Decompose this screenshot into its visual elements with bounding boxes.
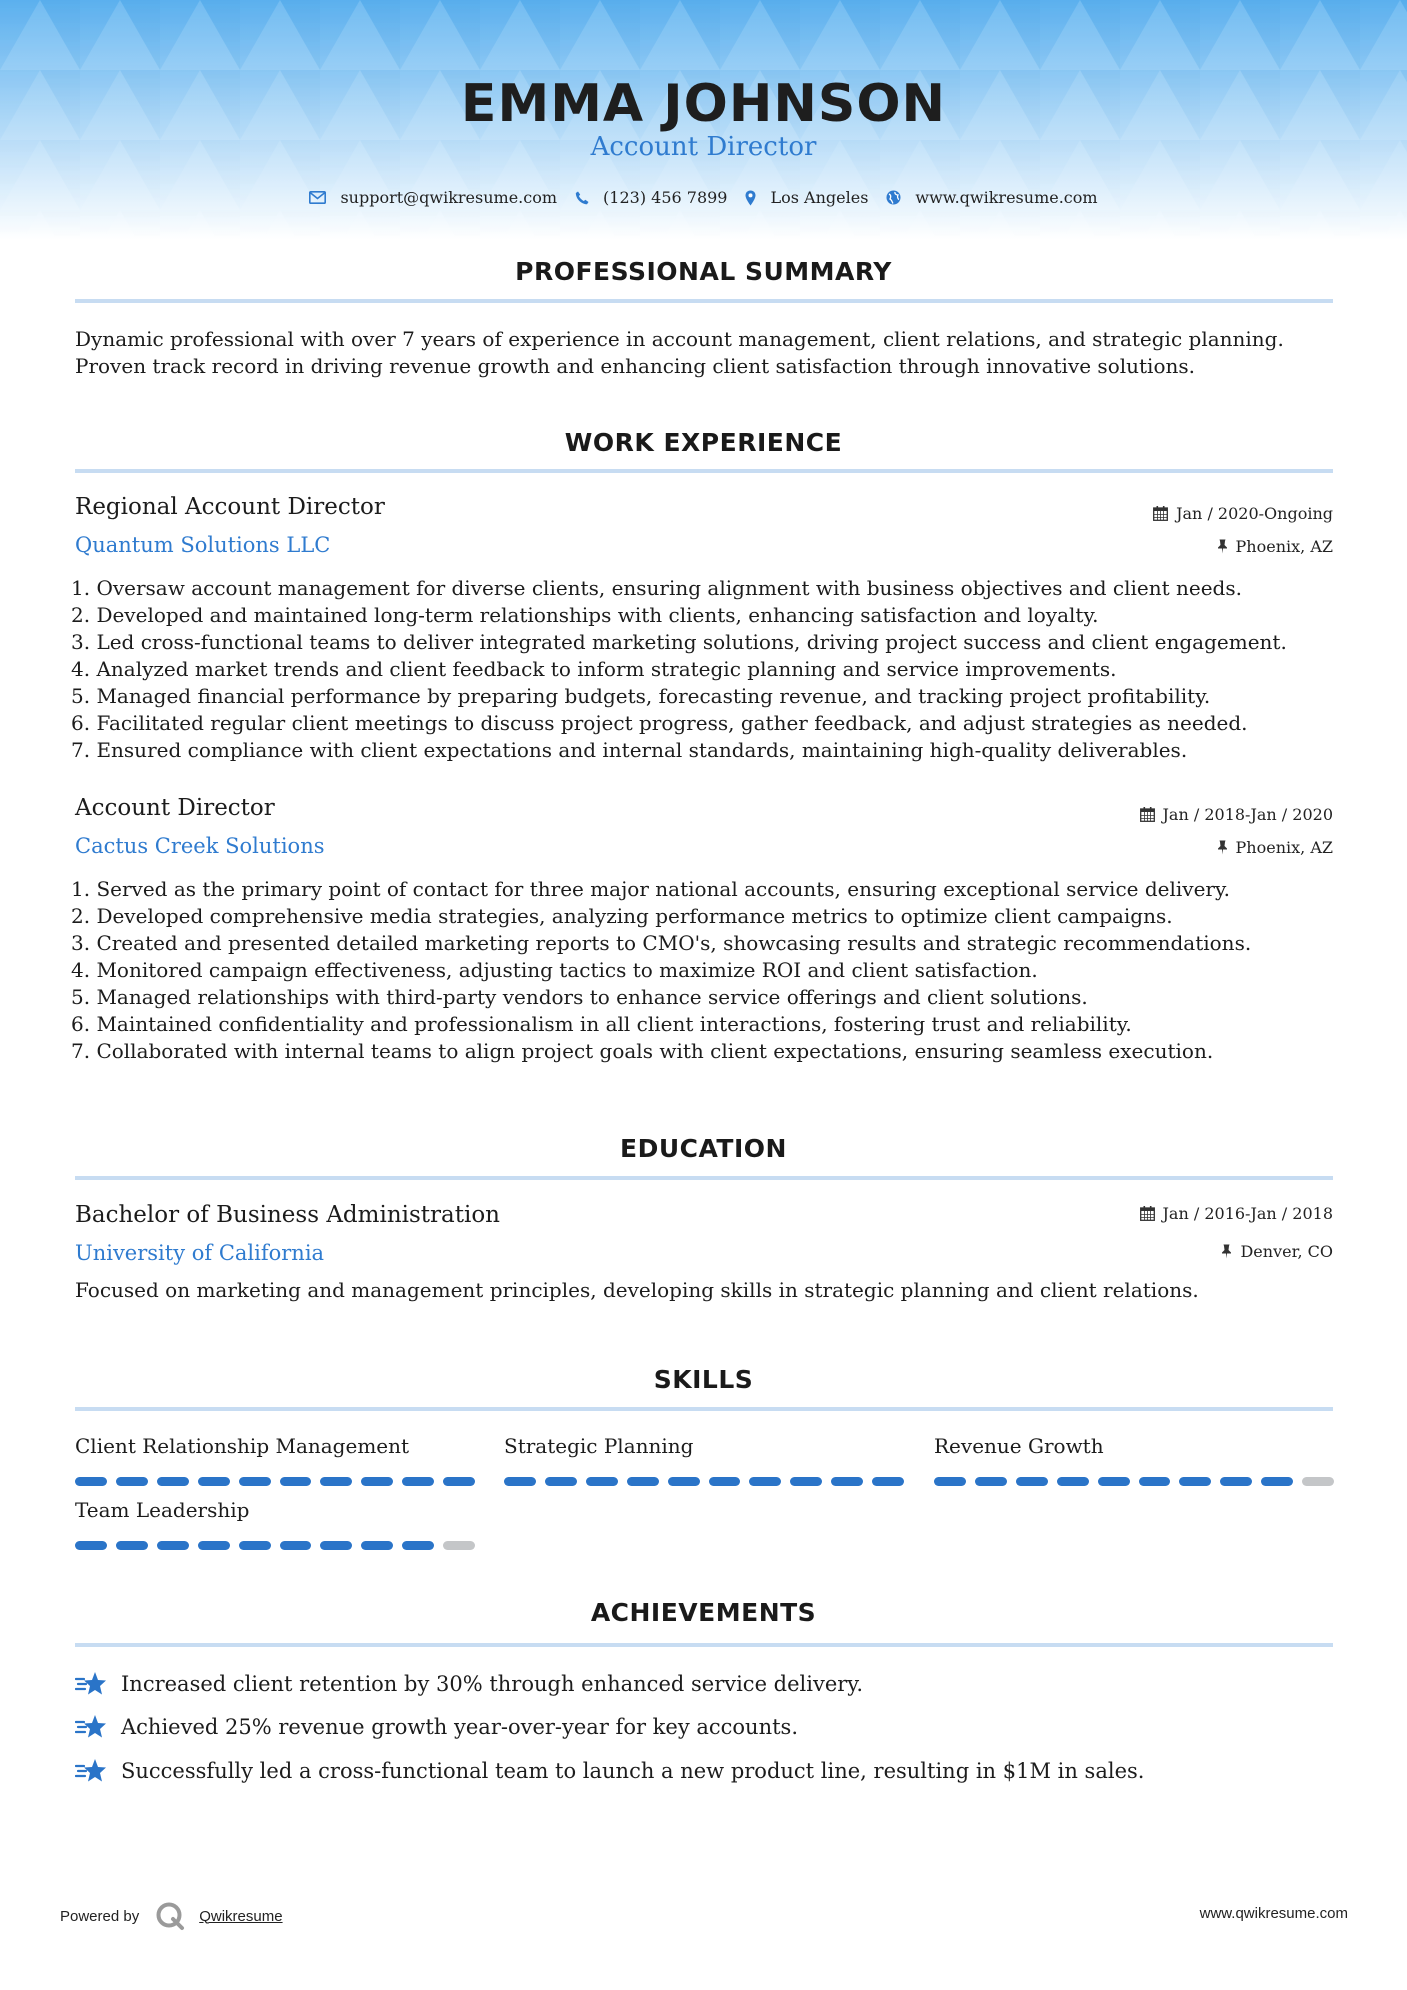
skill-segment-filled bbox=[320, 1477, 352, 1486]
skill-segment-empty bbox=[443, 1541, 475, 1550]
achievements-heading: ACHIEVEMENTS bbox=[590, 1598, 817, 1627]
skill-segment-filled bbox=[1220, 1477, 1252, 1486]
job-dates-text: Jan / 2020-Ongoing bbox=[1176, 504, 1333, 523]
skill-segment-filled bbox=[75, 1541, 107, 1550]
list-item: 2. Developed and maintained long-term relationships with clients, enhancing satisfaction and loyalty. bbox=[71, 603, 1099, 627]
skill-segment-filled bbox=[443, 1477, 475, 1486]
list-item: 3. Led cross-functional teams to deliver integrated marketing solutions, driving project success and client engagement. bbox=[71, 630, 1287, 654]
skills-heading: SKILLS bbox=[653, 1365, 754, 1394]
globe-icon bbox=[886, 190, 901, 205]
contact-email[interactable] bbox=[309, 188, 557, 207]
skill-segment-filled bbox=[1016, 1477, 1048, 1486]
skill-segment-filled bbox=[1098, 1477, 1130, 1486]
skill-segment-filled bbox=[668, 1477, 700, 1486]
education-divider bbox=[75, 1176, 1333, 1180]
skill-segment-filled bbox=[116, 1477, 148, 1486]
job-location-text: Phoenix, AZ bbox=[1235, 537, 1333, 556]
job-location bbox=[1217, 537, 1333, 556]
degree-title: Bachelor of Business Administration bbox=[75, 1202, 500, 1228]
star-icon bbox=[75, 1757, 107, 1785]
email-text: support@qwikresume.com bbox=[340, 188, 558, 207]
skill-segment-filled bbox=[320, 1541, 352, 1550]
list-item: 5. Managed relationships with third-party vendors to enhance service offerings and client solutions. bbox=[71, 985, 1088, 1009]
skill-item bbox=[934, 1434, 1334, 1486]
skill-segment-filled bbox=[361, 1541, 393, 1550]
achievement-text: Increased client retention by 30% through enhanced service delivery. bbox=[121, 1672, 864, 1696]
job-title: Account Director bbox=[75, 795, 275, 821]
calendar-icon bbox=[1140, 807, 1155, 822]
education-dates bbox=[1140, 1204, 1333, 1223]
skill-item bbox=[75, 1434, 475, 1486]
achievement-item bbox=[75, 1670, 863, 1698]
list-item: 2. Developed comprehensive media strategies, analyzing performance metrics to optimize client campaigns. bbox=[71, 904, 1173, 928]
skill-segment-filled bbox=[749, 1477, 781, 1486]
skill-segment-filled bbox=[280, 1541, 312, 1550]
location-text: Los Angeles bbox=[770, 188, 869, 207]
education-dates-text: Jan / 2016-Jan / 2018 bbox=[1162, 1204, 1333, 1223]
skill-segment-filled bbox=[116, 1541, 148, 1550]
skill-segment-filled bbox=[504, 1477, 536, 1486]
experience-heading: WORK EXPERIENCE bbox=[564, 428, 843, 457]
candidate-role: Account Director bbox=[590, 132, 817, 162]
list-item: 4. Analyzed market trends and client feedback to inform strategic planning and service improvements. bbox=[71, 657, 1117, 681]
list-item: 6. Maintained confidentiality and professionalism in all client interactions, fostering trust and reliability. bbox=[71, 1012, 1132, 1036]
skill-segment-filled bbox=[75, 1477, 107, 1486]
contact-location bbox=[745, 188, 868, 207]
skill-segment-filled bbox=[361, 1477, 393, 1486]
skill-name: Team Leadership bbox=[75, 1498, 250, 1522]
candidate-name: EMMA JOHNSON bbox=[460, 74, 947, 134]
skill-level-bar bbox=[934, 1477, 1334, 1486]
qwikresume-link[interactable]: Qwikresume bbox=[199, 1907, 283, 1925]
skill-segment-filled bbox=[831, 1477, 863, 1486]
job-dates bbox=[1140, 805, 1333, 824]
achievement-item bbox=[75, 1713, 798, 1741]
skill-name: Client Relationship Management bbox=[75, 1434, 410, 1458]
skill-segment-filled bbox=[157, 1541, 189, 1550]
map-pin-icon bbox=[745, 190, 756, 206]
job-responsibilities bbox=[71, 876, 1341, 1065]
job-company: Quantum Solutions LLC bbox=[75, 533, 331, 557]
school-name: University of California bbox=[75, 1241, 325, 1265]
skill-segment-filled bbox=[872, 1477, 904, 1486]
footer-website[interactable]: www.qwikresume.com bbox=[1199, 1905, 1348, 1922]
skill-item bbox=[75, 1498, 475, 1550]
summary-divider bbox=[75, 299, 1333, 303]
education-location bbox=[1221, 1242, 1333, 1261]
star-icon bbox=[75, 1670, 107, 1698]
list-item: 3. Created and presented detailed marketing reports to CMO's, showcasing results and strategic recommendations. bbox=[71, 931, 1252, 955]
skill-segment-filled bbox=[545, 1477, 577, 1486]
skill-segment-filled bbox=[157, 1477, 189, 1486]
skill-segment-filled bbox=[586, 1477, 618, 1486]
list-item: 1. Oversaw account management for diverse clients, ensuring alignment with business objectives and client needs. bbox=[71, 576, 1242, 600]
education-description: Focused on marketing and management principles, developing skills in strategic planning and client relations. bbox=[75, 1278, 1199, 1302]
job-responsibilities bbox=[71, 575, 1341, 764]
job-title: Regional Account Director bbox=[75, 494, 385, 520]
qwikresume-logo-icon bbox=[155, 1901, 185, 1931]
list-item: 4. Monitored campaign effectiveness, adjusting tactics to maximize ROI and client satisfaction. bbox=[71, 958, 1038, 982]
contact-phone[interactable] bbox=[575, 188, 727, 207]
phone-text: (123) 456 7899 bbox=[603, 188, 728, 207]
job-location-text: Phoenix, AZ bbox=[1235, 838, 1333, 857]
pushpin-icon bbox=[1217, 539, 1228, 554]
skill-segment-filled bbox=[239, 1477, 271, 1486]
list-item: 7. Collaborated with internal teams to align project goals with client expectations, ensuring seamless execution. bbox=[71, 1039, 1214, 1063]
website-text: www.qwikresume.com bbox=[915, 188, 1098, 207]
list-item: 1. Served as the primary point of contact for three major national accounts, ensuring exceptional service delivery. bbox=[71, 877, 1230, 901]
calendar-icon bbox=[1140, 1206, 1155, 1221]
skill-segment-filled bbox=[280, 1477, 312, 1486]
list-item: 6. Facilitated regular client meetings to discuss project progress, gather feedback, and adjust strategies as needed. bbox=[71, 711, 1248, 735]
skill-segment-filled bbox=[934, 1477, 966, 1486]
achievement-text: Successfully led a cross-functional team to launch a new product line, resulting in $1M in sales. bbox=[121, 1759, 1145, 1783]
education-location-text: Denver, CO bbox=[1240, 1242, 1333, 1261]
skill-segment-filled bbox=[975, 1477, 1007, 1486]
skill-segment-filled bbox=[1261, 1477, 1293, 1486]
experience-divider bbox=[75, 469, 1333, 473]
phone-icon bbox=[575, 191, 589, 205]
achievement-item bbox=[75, 1757, 1144, 1785]
list-item: 7. Ensured compliance with client expectations and internal standards, maintaining high-quality deliverables. bbox=[71, 738, 1188, 762]
list-item: 5. Managed financial performance by preparing budgets, forecasting revenue, and tracking project profitability. bbox=[71, 684, 1211, 708]
summary-text: Dynamic professional with over 7 years of experience in account management, client relations, and strategic planning. Proven track record in driving revenue growth and enhancing client satisfaction through innovative solutions. bbox=[75, 327, 1284, 378]
pushpin-icon bbox=[1221, 1244, 1232, 1259]
education-heading: EDUCATION bbox=[620, 1134, 787, 1163]
skill-segment-empty bbox=[1302, 1477, 1334, 1486]
skill-level-bar bbox=[504, 1477, 904, 1486]
job-dates bbox=[1153, 504, 1333, 523]
summary-heading: PROFESSIONAL SUMMARY bbox=[515, 257, 892, 286]
contact-website[interactable] bbox=[886, 188, 1097, 207]
skill-segment-filled bbox=[402, 1477, 434, 1486]
achievements-divider bbox=[75, 1643, 1333, 1647]
calendar-icon bbox=[1153, 506, 1168, 521]
contact-bar bbox=[0, 188, 1407, 207]
skills-divider bbox=[75, 1407, 1333, 1411]
skill-segment-filled bbox=[1179, 1477, 1211, 1486]
skill-level-bar bbox=[75, 1541, 475, 1550]
skill-segment-filled bbox=[239, 1541, 271, 1550]
skill-segment-filled bbox=[198, 1541, 230, 1550]
skill-level-bar bbox=[75, 1477, 475, 1486]
envelope-icon bbox=[309, 191, 326, 204]
skill-segment-filled bbox=[1057, 1477, 1089, 1486]
job-location bbox=[1217, 838, 1333, 857]
skill-segment-filled bbox=[790, 1477, 822, 1486]
skill-segment-filled bbox=[709, 1477, 741, 1486]
skill-name: Revenue Growth bbox=[934, 1434, 1104, 1458]
job-dates-text: Jan / 2018-Jan / 2020 bbox=[1162, 805, 1333, 824]
star-icon bbox=[75, 1713, 107, 1741]
powered-by-label: Powered by bbox=[60, 1907, 140, 1925]
skill-segment-filled bbox=[1139, 1477, 1171, 1486]
footer-powered-by bbox=[60, 1901, 283, 1931]
skill-segment-filled bbox=[627, 1477, 659, 1486]
achievement-text: Achieved 25% revenue growth year-over-year for key accounts. bbox=[121, 1715, 798, 1739]
skill-item bbox=[504, 1434, 904, 1486]
job-company: Cactus Creek Solutions bbox=[75, 834, 325, 858]
pushpin-icon bbox=[1217, 840, 1228, 855]
skill-name: Strategic Planning bbox=[504, 1434, 694, 1458]
skill-segment-filled bbox=[198, 1477, 230, 1486]
skill-segment-filled bbox=[402, 1541, 434, 1550]
